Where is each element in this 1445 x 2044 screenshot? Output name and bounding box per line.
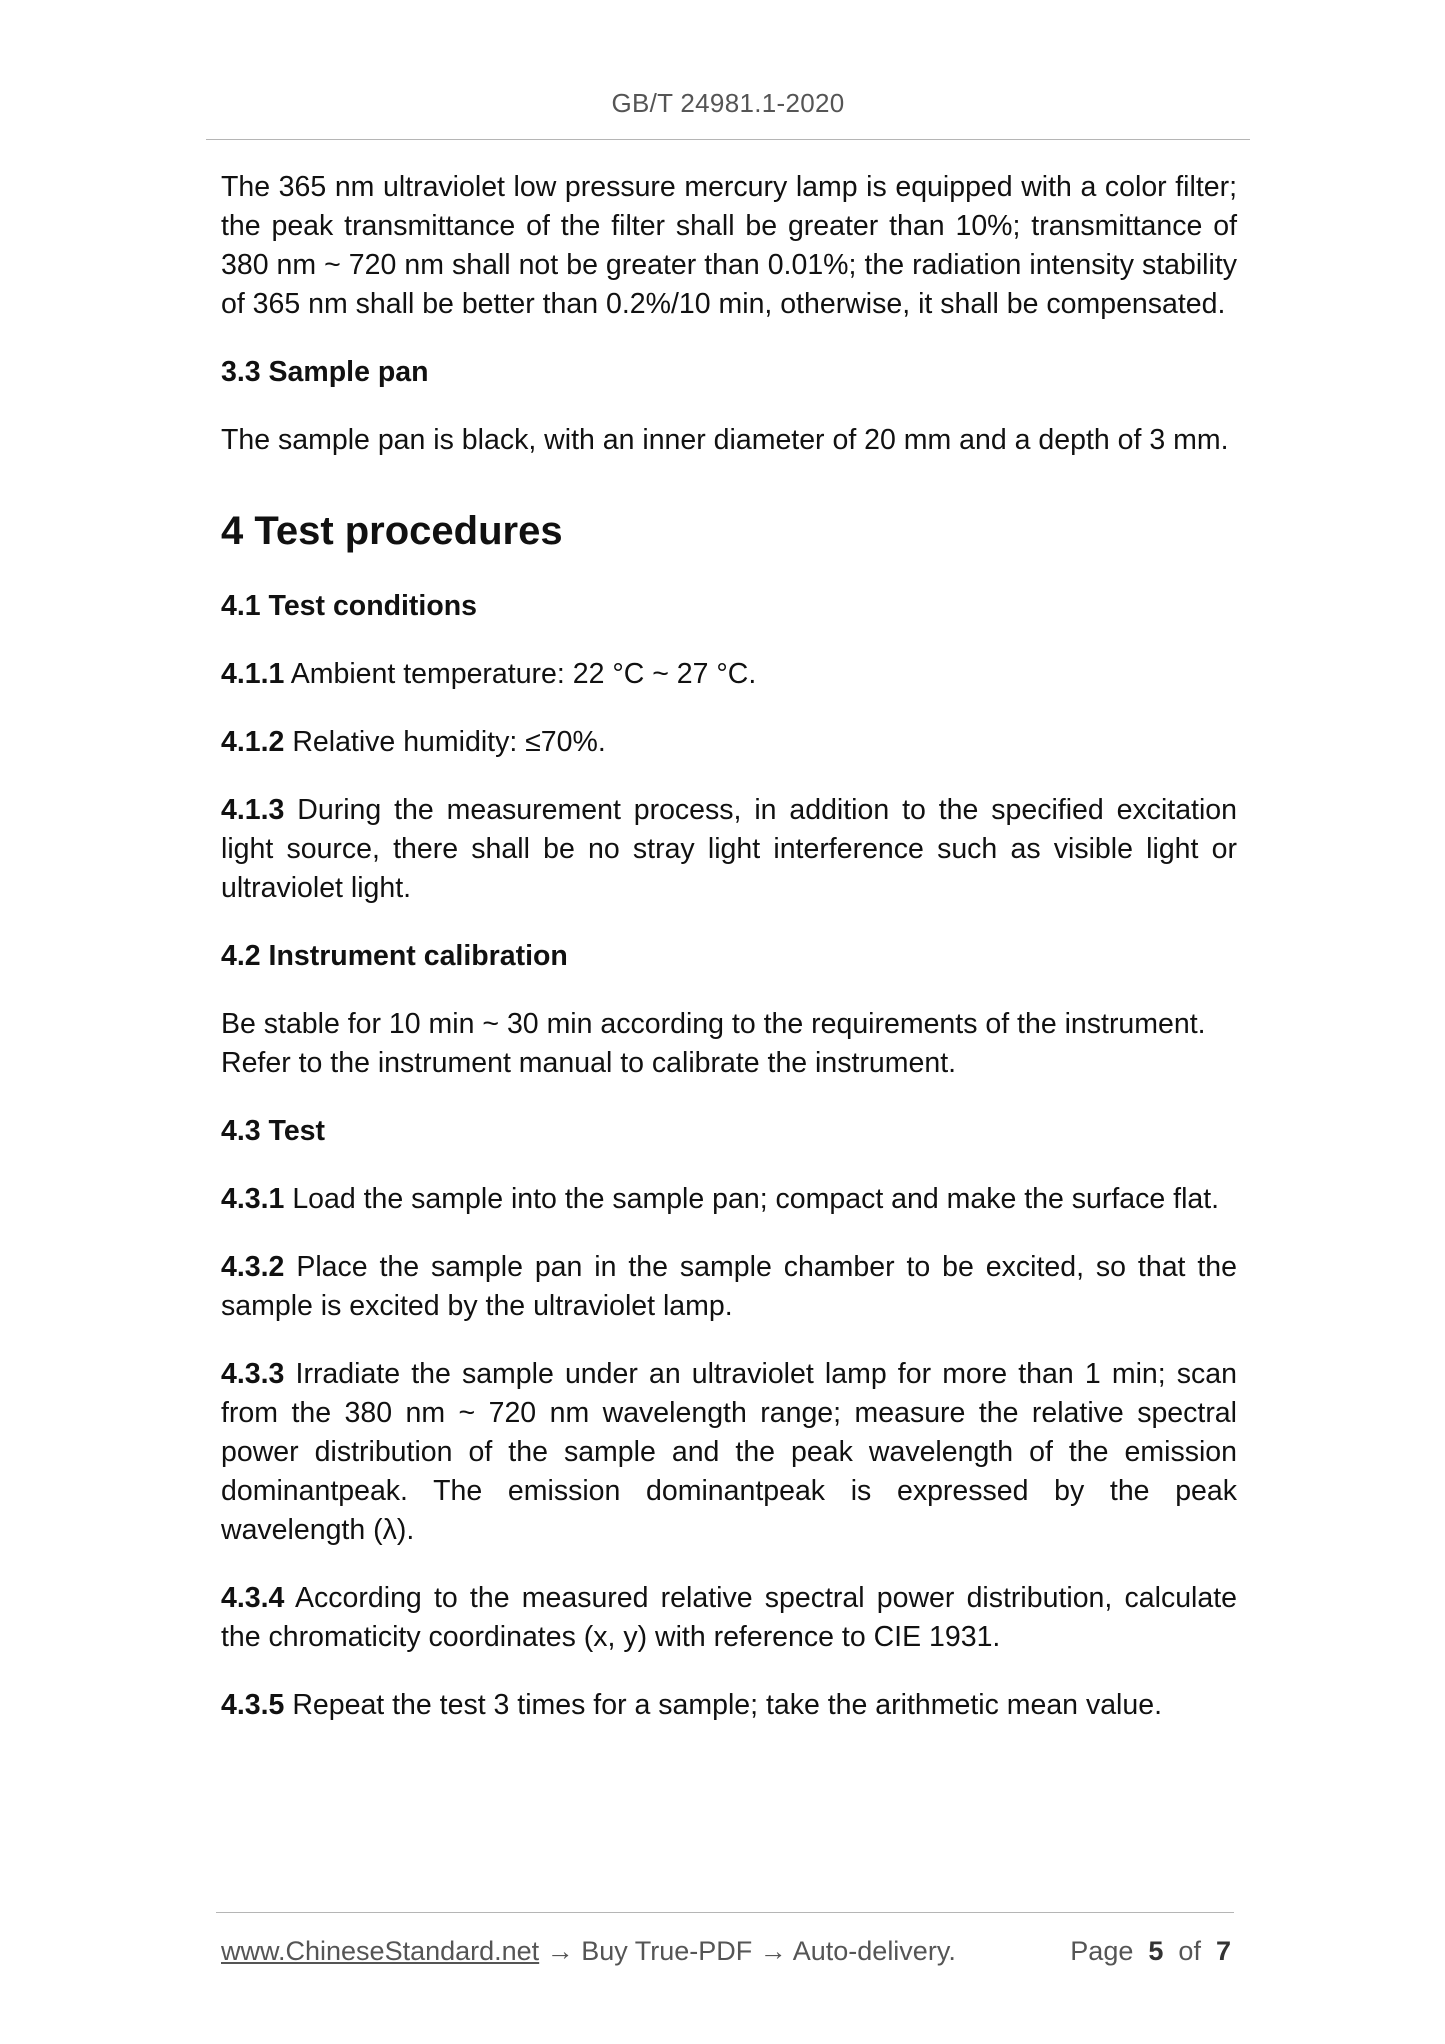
footer-tagline: → Buy True-PDF → Auto-delivery. bbox=[539, 1936, 956, 1966]
page-of: of bbox=[1178, 1936, 1201, 1966]
section-heading-3-3: 3.3 Sample pan bbox=[221, 356, 429, 388]
page-indicator bbox=[1070, 1936, 1231, 1967]
clause-text: Load the sample into the sample pan; compact and make the surface flat. bbox=[292, 1183, 1220, 1215]
paragraph-sample-pan: The sample pan is black, with an inner diameter of 20 mm and a depth of 3 mm. bbox=[221, 424, 1229, 456]
footer-promo bbox=[221, 1936, 956, 1967]
page-total: 7 bbox=[1215, 1936, 1231, 1966]
clause-4-3-4 bbox=[221, 1579, 1237, 1657]
running-header: GB/T 24981.1-2020 bbox=[611, 88, 845, 118]
clause-text: Relative humidity: ≤70%. bbox=[292, 726, 606, 758]
clause-number: 4.1.1 bbox=[221, 658, 285, 690]
clause-4-1-3 bbox=[221, 791, 1237, 908]
clause-text: Ambient temperature: 22 °C ~ 27 °C. bbox=[290, 658, 757, 690]
section-heading-4-1: 4.1 Test conditions bbox=[221, 590, 478, 622]
section-heading-4-3: 4.3 Test bbox=[221, 1115, 326, 1147]
clause-text: Irradiate the sample under an ultraviolet lamp for more than 1 min; scan from the 380 nm ~ 720 nm wavelength range; measure the relative spectral power distribution of the sample and the peak wavelength of the emission dominantpeak. The emission dominantpeak is expressed by the peak wavelength (λ). bbox=[221, 1358, 1237, 1546]
clause-4-3-1 bbox=[221, 1180, 1237, 1219]
section-heading-4-2: 4.2 Instrument calibration bbox=[221, 940, 568, 972]
clause-4-1-2 bbox=[221, 723, 1237, 762]
clause-number: 4.3.2 bbox=[221, 1251, 285, 1283]
clause-text: According to the measured relative spectral power distribution, calculate the chromaticity coordinates (x, y) with reference to CIE 1931. bbox=[221, 1582, 1237, 1653]
page-label: Page bbox=[1070, 1936, 1134, 1966]
clause-4-1-1 bbox=[221, 655, 1237, 694]
clause-number: 4.3.4 bbox=[221, 1582, 285, 1614]
clause-number: 4.3.3 bbox=[221, 1358, 285, 1390]
header-divider bbox=[206, 139, 1250, 140]
document-body bbox=[221, 168, 1237, 1725]
clause-number: 4.1.2 bbox=[221, 726, 285, 758]
clause-4-3-2 bbox=[221, 1248, 1237, 1326]
chinesestandard-link[interactable]: www.ChineseStandard.net bbox=[221, 1936, 540, 1966]
paragraph-lamp-filter: The 365 nm ultraviolet low pressure mercury lamp is equipped with a color filter; the peak transmittance of the filter shall be greater than 10%; transmittance of 380 nm ~ 720 nm shall not be greater than 0.01%; the radiation intensity stability of 365 nm shall be better than 0.2%/10 min, otherwise, it shall be compensated. bbox=[221, 171, 1237, 320]
paragraph-calibration: Be stable for 10 min ~ 30 min according to the requirements of the instrument. Refer to the instrument manual to calibrate the instrument. bbox=[221, 1008, 1206, 1079]
clause-4-3-3 bbox=[221, 1355, 1237, 1550]
clause-text: Repeat the test 3 times for a sample; take the arithmetic mean value. bbox=[292, 1689, 1162, 1721]
clause-text: Place the sample pan in the sample chamber to be excited, so that the sample is excited by the ultraviolet lamp. bbox=[221, 1251, 1237, 1322]
clause-text: During the measurement process, in addition to the specified excitation light source, there shall be no stray light interference such as visible light or ultraviolet light. bbox=[221, 794, 1238, 904]
page-current: 5 bbox=[1148, 1936, 1164, 1966]
clause-number: 4.3.5 bbox=[221, 1689, 285, 1721]
footer-divider bbox=[216, 1912, 1234, 1913]
clause-number: 4.1.3 bbox=[221, 794, 285, 826]
chapter-heading-4: 4 Test procedures bbox=[221, 509, 563, 553]
clause-number: 4.3.1 bbox=[221, 1183, 285, 1215]
clause-4-3-5 bbox=[221, 1686, 1237, 1725]
